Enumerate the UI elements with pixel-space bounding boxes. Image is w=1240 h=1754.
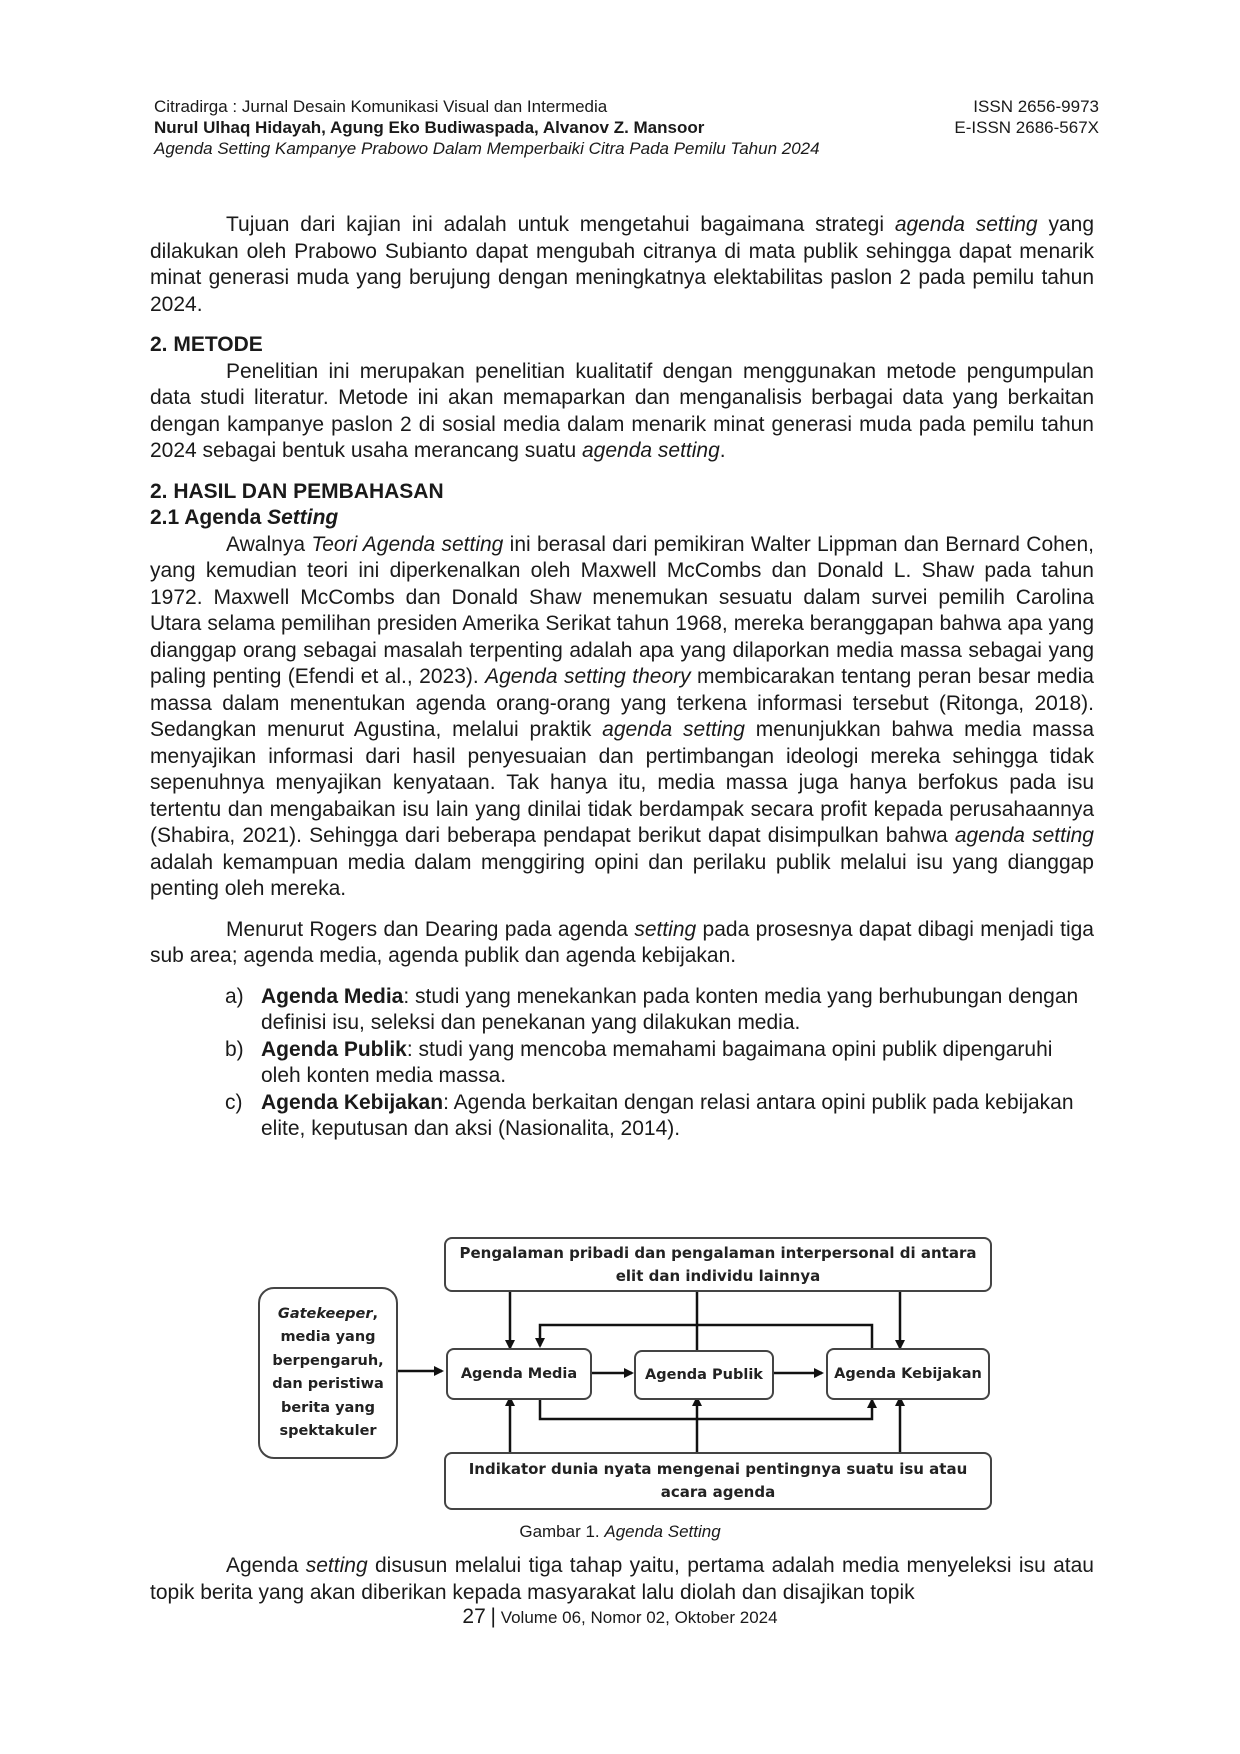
authors: Nurul Ulhaq Hidayah, Agung Eko Budiwaspada, Alvanov Z. Mansoor	[154, 118, 705, 137]
running-header	[154, 96, 820, 159]
main-text	[150, 212, 1094, 1143]
sub-area-list	[150, 984, 1094, 1143]
closing-text	[150, 1553, 1094, 1606]
volume-info: Volume 06, Nomor 02, Oktober 2024	[500, 1608, 778, 1627]
metode-paragraph: Penelitian ini merupakan penelitian kualitatif dengan menggunakan metode pengumpulan data studi literatur. Metode ini akan memaparkan dan menganalisis berbagai data yang berkaitan dengan kampanye paslon 2 di sosial media dalam menarik minat generasi muda pada pemilu tahun 2024 sebagai bentuk usaha merancang suatu agenda setting.	[150, 359, 1094, 462]
box-gatekeeper: Gatekeeper, media yang berpengaruh, dan peristiwa berita yang spektakuler	[258, 1287, 398, 1459]
box-agenda-publik: Agenda Publik	[634, 1350, 774, 1400]
issn: ISSN 2656-9973	[973, 97, 1099, 116]
issn-block	[954, 96, 1099, 138]
rogers-dearing-paragraph: Menurut Rogers dan Dearing pada agenda setting pada prosesnya dapat dibagi menjadi tiga sub area; agenda media, agenda publik dan agenda kebijakan.	[150, 917, 1094, 967]
footer-separator: |	[490, 1605, 496, 1628]
arrow-feedback-loop	[540, 1325, 872, 1348]
page-footer	[0, 1605, 1240, 1629]
list-item: a) Agenda Media: studi yang menekankan pada konten media yang berhubungan dengan definisi isu, seleksi dan penekanan yang dilakukan media.	[225, 984, 1079, 1034]
page-number: 27	[462, 1605, 486, 1628]
list-item: c) Agenda Kebijakan: Agenda berkaitan dengan relasi antara opini publik pada kebijakan elite, keputusan dan aksi (Nasionalita, 2014).	[225, 1090, 1074, 1140]
list-item: b) Agenda Publik: studi yang mencoba memahami bagaimana opini publik dipengaruhi oleh konten media massa.	[225, 1037, 1053, 1087]
box-agenda-kebijakan: Agenda Kebijakan	[826, 1348, 990, 1400]
arrow-media-loop-bottom	[540, 1398, 872, 1419]
box-real-world-indicator: Indikator dunia nyata mengenai pentingnya suatu isu atau acara agenda	[444, 1452, 992, 1510]
closing-paragraph: Agenda setting disusun melalui tiga tahap yaitu, pertama adalah media menyeleksi isu atau topik berita yang akan diberikan kepada masyarakat lalu diolah dan disajikan topik	[150, 1554, 1094, 1604]
box-personal-experience: Pengalaman pribadi dan pengalaman interpersonal di antara elit dan individu lainnya	[444, 1237, 992, 1292]
subsection-heading: 2.1 Agenda Setting	[150, 506, 339, 529]
article-title: Agenda Setting Kampanye Prabowo Dalam Memperbaiki Citra Pada Pemilu Tahun 2024	[154, 139, 820, 158]
journal-name: Citradirga : Jurnal Desain Komunikasi Visual dan Intermedia	[154, 97, 608, 116]
section-heading-metode: 2. METODE	[150, 333, 263, 356]
section-heading-hasil: 2. HASIL DAN PEMBAHASAN	[150, 479, 444, 503]
eissn: E-ISSN 2686-567X	[954, 118, 1099, 137]
agenda-setting-paragraph: Awalnya Teori Agenda setting ini berasal dari pemikiran Walter Lippman dan Bernard Cohen, yang kemudian teori ini diperkenalkan oleh Maxwell McCombs dan Donald L. Shaw pada tahun 1972. Maxwell McCombs dan Donald Shaw menemukan sesuatu dalam survei pemilih Carolina Utara selama pemilihan presiden Amerika Serikat tahun 1968, mereka beranggapan bahwa apa yang dianggap orang sebagai masalah terpenting adalah apa yang dilaporkan media massa sebagai yang paling penting (Efendi et al., 2023). Agenda setting theory membicarakan tentang peran besar media massa dalam menentukan agenda orang-orang yang terkena informasi tersebut (Ritonga, 2018). Sedangkan menurut Agustina, melalui praktik agenda setting menunjukkan bahwa media massa menyajikan informasi dari hasil penyesuaian dan pertimbangan ideologi mereka sehingga tidak sepenuhnya menyajikan kenyataan. Tak hanya itu, media massa juga hanya berfokus pada isu tertentu dan mengabaikan isu lain yang dinilai tidak berdampak secara profit kepada perusahaannya (Shabira, 2021). Sehingga dari beberapa pendapat berikut dapat disimpulkan bahwa agenda setting adalah kemampuan media dalam menggiring opini dan perilaku publik melalui isu yang dianggap penting oleh mereka.	[150, 532, 1094, 900]
intro-paragraph: Tujuan dari kajian ini adalah untuk mengetahui bagaimana strategi agenda setting yang dilakukan oleh Prabowo Subianto dapat mengubah citranya di mata publik sehingga dapat menarik minat generasi muda yang berujung dengan meningkatnya elektabilitas paslon 2 pada pemilu tahun 2024.	[150, 213, 1094, 316]
figure-caption: Gambar 1. Agenda Setting	[519, 1522, 721, 1541]
box-agenda-media: Agenda Media	[446, 1348, 592, 1400]
